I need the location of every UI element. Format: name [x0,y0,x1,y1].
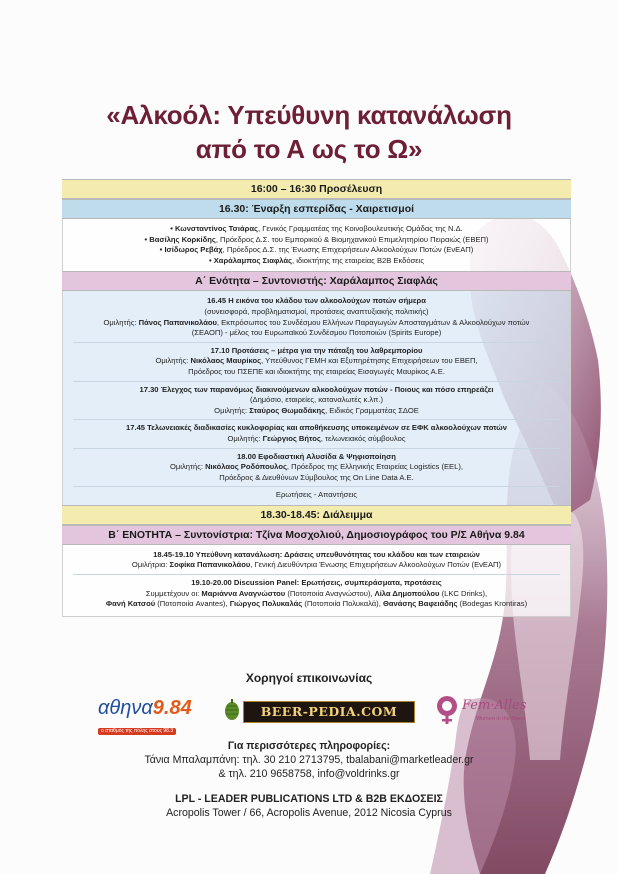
participant-name: Μαριάννα Αναγνώστου [201,588,286,598]
speaker-role: , τελωνειακός σύμβουλος [320,433,406,443]
talk1-title: 16.45 Η εικόνα του κλάδου των αλκοολούχων ποτών σήμερα [207,296,426,306]
participant-role: (Ποτοποιία Πολυκαλά), [302,599,383,609]
greeting-1 [63,224,570,235]
speaker-role: , Γενική Διευθύντρια Ένωσης Επιχειρήσεων Αλκοολούχων Ποτών (ΕνΕΑΠ) [250,560,502,570]
talk1-speaker [63,318,570,329]
femalles-logo [436,695,536,729]
talk3-title: 17.30 Έλεγχος των παρανόμως διακινούμενων αλκοολούχων ποτών - Ποιους και πόσο επηρεάζει [139,384,494,394]
speaker-name: Σοφίκα Παπανικολάου [169,560,251,570]
greeting-2 [63,235,570,246]
talk4-speaker [63,434,570,445]
speaker-prefix: Ομιλητής: [103,317,139,327]
divider [73,342,560,343]
speaker-prefix: Ομιλήτρια: [131,560,170,570]
break-band: 18.30-18.45: Διάλειμμα [62,505,571,525]
info-contact-1: Τάνια Μπαλαμπάνη: τηλ. 30 210 2713795, tbalabani@marketleader.gr [144,754,474,766]
panel-participants-line2 [63,599,570,610]
info-contact-2: & τηλ. 210 9658758, info@voldrinks.gr [218,768,400,780]
talk3-speaker [63,406,570,417]
greeting-name: • Χαράλαμπος Σιαφλάς [208,255,292,265]
female-symbol-icon [436,695,458,725]
greeting-role: , Γενικός Γραμματέας της Κοινοβουλευτικής Ομάδας της Ν.Δ. [257,224,463,233]
speaker-name: Πάνος Παπανικολάου [138,317,217,327]
hop-icon [221,698,243,722]
femalles-logo-text: Fem·Alles [462,698,527,713]
participant-role: (LKC Drinks), [439,588,488,598]
participant-name: Λίλα Δημοπούλου [374,588,440,598]
section-a-panel [62,291,571,505]
participant-name: Φανή Κατσού [105,599,156,609]
section-a-band: Α΄ Ενότητα – Συντονιστής: Χαράλαμπος Σιαφλάς [62,271,571,291]
greeting-name: • Βασίλης Κορκίδης [144,234,216,244]
greeting-role: , Πρόεδρος Δ.Σ. της Ένωσης Επιχειρήσεων Αλκοολούχων Ποτών (ΕνΕΑΠ) [222,245,474,255]
sponsors-title: Χορηγοί επικοινωνίας [245,671,373,685]
talk4-title: 17.45 Τελωνειακές διαδικασίες κυκλοφορίας και αποθήκευσης υποκειμένων σε ΕΦΚ αλκοολούχων ποτών [126,423,507,433]
greeting-name: • Ισίδωρος Ρεβάχ [159,245,223,255]
divider [73,486,560,487]
speaker-role: , Πρόεδρος της Ελληνικής Εταιρείας Logistics (EEL), [286,462,463,472]
talk1-speaker-role2: (ΣΕΑΟΠ) - μέλος του Ευρωπαϊκού Συνδέσμου Ποτοποιών (Spirits Europe) [191,328,442,338]
participant-name: Θανάσης Βαφειάδης [382,599,458,609]
talk6-title: 18.45-19.10 Υπεύθυνη κατανάλωση: Δράσεις υπευθυνότητας του κλάδου και των εταιρειών [153,549,480,559]
greetings-panel [62,219,571,271]
greeting-role: , Πρόεδρος Δ.Σ. του Εμπορικού & Βιομηχανικού Επιμελητηρίου Πειραιώς (ΕΒΕΠ) [215,234,489,244]
speaker-role: , Εκπρόσωπος του Συνδέσμου Ελλήνων Παραγωγών Αποσταγμάτων & Αλκοολούχων ποτών [216,317,530,327]
talk7-title: 19.10-20.00 Discussion Panel: Ερωτήσεις, συμπεράσματα, προτάσεις [191,578,442,588]
participant-name: Γιώργος Πολυκαλάς [229,599,303,609]
publisher-address: Acropolis Tower / 66, Acropolis Avenue, 2012 Nicosia Cyprus [166,807,452,819]
speaker-prefix: Ομιλητής: [155,356,191,366]
opening-band: 16.30: Έναρξη εσπερίδας - Χαιρετισμοί [62,199,571,219]
participant-role: (Bodegas Krontiras) [457,599,528,609]
panel-participants-line1 [63,589,570,600]
divider [73,574,560,575]
speaker-prefix: Ομιλητής: [169,462,206,472]
section-b-panel [62,545,571,617]
speaker-name: Γεώργιος Βήτος [262,433,321,443]
publisher-name [0,792,618,806]
participant-role: (Ποτοποιία Avantes), [155,599,230,609]
talk5-speaker-role2: Πρόεδρος & Διευθύνων Σύμβουλος της On Line Data A.E. [219,472,414,482]
speaker-name: Νικόλαος Ροδόπουλος [205,462,287,472]
greeting-name: • Κωνσταντίνος Τσιάρας [170,224,258,233]
athina-logo-text: αθηνα [98,697,153,719]
publisher-name-text: LPL - LEADER PUBLICATIONS LTD & B2B ΕΚΔΟΣΕΙΣ [175,793,443,805]
speaker-prefix: Ομιλητής: [214,405,250,415]
participant-role: (Ποτοποιία Αναγνώστου), [285,588,375,598]
info-heading-text: Για περισσότερες πληροφορίες: [227,740,391,752]
talk1-sub: (συνεισφορά, προβληματισμοί, προτάσεις αναπτυξιακής πολιτικής) [204,306,429,316]
speaker-role: , Ειδικός Γραμματέας ΣΔΟΕ [325,405,419,415]
greeting-role: , ιδιοκτήτης της εταιρείας Β2Β Εκδόσεις [291,255,425,265]
program-table [62,179,571,617]
talk5-speaker [63,462,570,473]
athina-tagline: ο σταθμός της πόλης στους 98.3 [98,728,176,735]
talk3-sub: (Δημόσιο, εταιρείες, καταναλωτές κ.λπ.) [249,395,384,405]
qa-label: Ερωτήσεις - Απαντήσεις [275,490,358,500]
femalles-tagline: Women in the Blend [476,716,526,722]
arrival-band: 16:00 – 16:30 Προσέλευση [62,179,571,199]
talk2-speaker-role2: Πρόεδρος του ΠΣΕΠΕ και ιδιοκτήτης της εταιρείας Εισαγωγές Μαυρίκος Α.Ε. [188,366,445,376]
info-heading [0,739,618,753]
speaker-prefix: Ομιλητής: [227,433,263,443]
speaker-name: Νικόλαος Μαυρίκος [190,356,262,366]
talk5-title: 18.00 Εφοδιαστική Αλυσίδα & Ψηφιοποίηση [237,451,396,461]
participants-prefix: Συμμετέχουν οι: [145,588,202,598]
section-b-band: Β΄ ΕΝΟΤΗΤΑ – Συντονίστρια: Τζίνα Μοσχολιού, Δημοσιογράφος του Ρ/Σ Αθήνα 9.84 [62,525,571,545]
divider [73,448,560,449]
divider [73,381,560,382]
speaker-role: , Υπεύθυνος ΓΕΜΗ και Εξυπηρέτησης Επιχειρήσεων του ΕΒΕΠ, [261,356,478,366]
beerpedia-logo [221,698,415,724]
divider [73,419,560,420]
beerpedia-logo-text: BEER-PEDIA.COM [243,701,415,723]
greeting-4 [63,256,570,267]
speaker-name: Σταύρος Θωμαδάκης [249,405,326,415]
greeting-3 [63,245,570,256]
athina-logo-frequency: 9.84 [152,697,192,719]
event-title-line2: από το Α ως το Ω» [195,134,423,164]
talk2-speaker [63,356,570,367]
talk2-title: 17.10 Προτάσεις – μέτρα για την πάταξη του λαθρεμπορίου [210,345,423,355]
talk6-speaker [63,560,570,571]
athina-984-logo [98,697,208,734]
event-title-line1: «Αλκοόλ: Υπεύθυνη κατανάλωση [106,100,512,130]
